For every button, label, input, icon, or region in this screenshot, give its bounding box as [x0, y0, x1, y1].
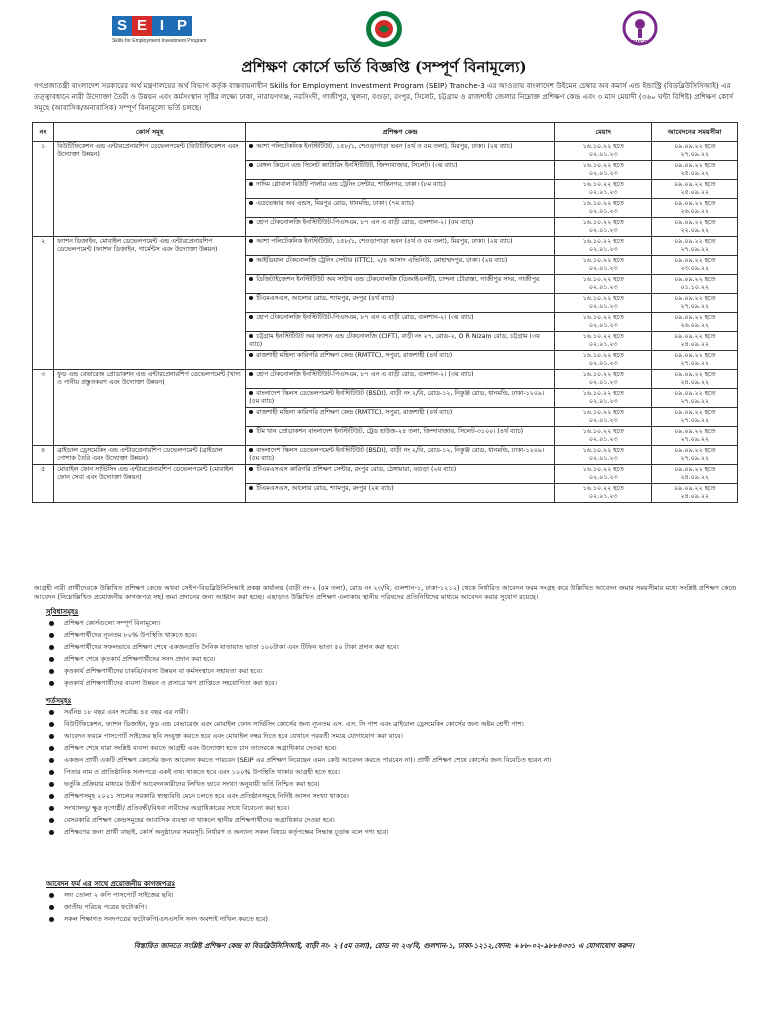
bullet-icon [249, 182, 253, 186]
duration-line: ১৬.১০.২২ হতে [582, 276, 624, 283]
deadline-line: ০৯.০৯.২২ হতে [674, 352, 716, 359]
deadline-line: ০৯.০৯.২২ হতে [674, 181, 716, 188]
deadline-line: ২২.০৯.২২ [680, 227, 710, 234]
condition-item [46, 780, 736, 792]
bullet-icon [249, 486, 253, 490]
condition-item [46, 792, 736, 804]
table-row [33, 142, 738, 161]
institute-cell [246, 332, 555, 351]
document-item-text: সদ্য তোলা ২ কপি পাসপোর্ট সাইজের ছবি। [64, 891, 174, 899]
benefit-item-text: কৃতকার্য প্রশিক্ষণার্থীদের ব্যবসা উন্নয়ন ও প্রসারে ঋণ প্রাপ্তিতে সহযোগিতা করা হবে। [64, 679, 277, 687]
condition-item-text: প্রশিক্ষণসমূহ ২০২১ সালের সরকারি স্বাস্থ্যবিধি মেনে চলতে হবে এবং প্রতিষ্ঠানসমূহে নির্দিষ্ট আসন সংখ্যা থাকবে। [64, 792, 349, 800]
duration-line: ০২.০১.২৩ [588, 170, 618, 177]
duration-line: ০২.০১.২৩ [588, 265, 618, 272]
bullet-icon [49, 722, 54, 727]
condition-item [46, 720, 736, 732]
condition-item-text: বেসরকারি প্রশিক্ষণ কেন্দ্রসমূহের আবাসিক ব্যবস্থা না থাকলে স্থানীয় প্রশিক্ষণার্থীদের অগ্রাধিকার দেওয়া হবে। [64, 816, 335, 824]
application-note: আগ্রহী নারী প্রার্থীদেরকে উল্লিখিত প্রশিক্ষণ কেন্দ্রে অথবা সেইপ-বিডব্লিউসিসিআই প্রকল্প কার্যালয় (বাড়ী নং-২ (৫ম তলা), রোড নং ২৩/বি, গুলশান-১, ঢাকা-১২১২) থেকে নির্ধারিত আবেদন ফরম সংগ্রহ করে উল্লিখিত আবেদন জমার সময়সীমার মধ্যে সংশ্লিষ্ট প্রশিক্ষণ কেন্দ্রে আবেদন (নিম্নোল্লিখিত প্রয়োজনীয় কাগজপত্র সহ) জমা প্রদানের জন্য আহ্বান করা হচ্ছে। এছাড়াও উল্লিখিত প্রশিক্ষণ এলাকায় স্থানীয় পরিষদের প্রতিনিধিদের মাধ্যমে আবেদন করার সুযোগ রয়েছে। [34, 584, 737, 601]
deadline-line: ০৯.০৯.২২ হতে [674, 371, 716, 378]
duration-line: ১৬.১০.২২ হতে [582, 162, 624, 169]
table-row [33, 446, 738, 465]
row-serial: ৫ [33, 465, 54, 503]
condition-item-text: একজন প্রার্থী একটি প্রশিক্ষণ কোর্সের জন্য আবেদন করতে পারবেন (SEIP এর প্রশিক্ষণ নিয়েছেন এমন কেউ আবেদন করতে পারবেন না)। প্রার্থী প্রশিক্ষণ শেষে কোর্সের জন্য বিবেচিত হবেন না। [64, 756, 552, 764]
duration-line: ১৬.১০.২২ হতে [582, 257, 624, 264]
deadline-cell [652, 389, 738, 408]
duration-cell [554, 484, 652, 503]
course-name: ব্রাইডাল ড্রেসমেকিং এন্ড এন্টারপ্রেনারশিপ ডেভেলপমেন্ট (ব্রাইডাল পোশাক তৈরি এবং উদ্যোক্তা উন্নয়ন) [54, 446, 246, 465]
duration-line: ০২.০১.২৩ [588, 284, 618, 291]
deadline-cell [652, 256, 738, 275]
institute-cell [246, 465, 555, 484]
institute-name: চট্টগ্রাম ইনস্টিটিউট অব ফ্যাশন এন্ড টেকনোলজি (CIFT), বাড়ী নং ২৭, রোড-২, O R Nizam রোড, চট্টগ্রাম (৩য় ব্যাচ) [249, 333, 540, 348]
condition-item [46, 732, 736, 744]
condition-item [46, 744, 736, 756]
benefit-item-text: কৃতকার্য প্রশিক্ষণার্থীদের চাকরি/ব্যবসা উন্নয়ন বা কর্মসংস্থানে সহায়তা করা হবে। [64, 667, 263, 675]
benefit-item [46, 667, 736, 679]
document-item-text: জাতীয় পরিচয় পত্রের ফটোকপি। [64, 903, 147, 911]
deadline-cell [652, 218, 738, 237]
course-name: ফুড এন্ড বেভারেজ প্রোডাকশন এন্ড এন্টারপ্রেনারশিপ ডেভেলপমেন্ট (খাদ্য ও পানীয় প্রস্তুতকরণ এবং উদ্যোক্তা উন্নয়ন) [54, 370, 246, 446]
duration-cell [554, 332, 652, 351]
duration-line: ১৬.১০.২২ হতে [582, 143, 624, 150]
duration-line: ০২.০১.২৩ [588, 379, 618, 386]
row-serial: ৩ [33, 370, 54, 446]
header-course: কোর্স সমূহ [54, 123, 246, 142]
duration-cell [554, 313, 652, 332]
duration-cell [554, 370, 652, 389]
duration-line: ১৬.১০.২২ হতে [582, 219, 624, 226]
deadline-line: ০৯.০৯.২২ হতে [674, 447, 716, 454]
bullet-icon [49, 830, 54, 835]
deadline-line: ২৭.০৯.২২ [680, 436, 710, 443]
deadline-line: ০৯.০৯.২২ হতে [674, 295, 716, 302]
bullet-icon [49, 818, 54, 823]
condition-item-text: সর্বনিম্ন ১৮ বছর এবং সর্বোচ্চ ৪৫ বছর এর নারী। [64, 708, 188, 716]
institute-cell [246, 218, 555, 237]
bwcci-logo [622, 10, 658, 52]
deadline-line: ২৬.০৯.২২ [680, 208, 710, 215]
duration-line: ১৬.১০.২২ হতে [582, 352, 624, 359]
deadline-cell [652, 351, 738, 370]
condition-item-text: সংখ্যালঘু/ ক্ষুদ্র নৃগোষ্ঠী/ প্রতিবন্ধী/বিধবা নারীদের অগ্রাধিকারের সাথে বিবেচনা করা হবে। [64, 804, 290, 812]
seip-logo-letter: P [172, 16, 192, 36]
institute-cell [246, 427, 555, 446]
duration-line: ১৬.১০.২২ হতে [582, 314, 624, 321]
institute-name: আশা পলিটেকনিক ইনস্টিটিউট, ১৫৮/১, শেওড়াপাড়া ভবন (৪র্থ ও ৫ম তলা), মিরপুর, ঢাকা। (২য় ব্যাচ) [256, 238, 513, 245]
institute-cell [246, 484, 555, 503]
duration-line: ০২.০১.২৩ [588, 208, 618, 215]
deadline-cell [652, 465, 738, 484]
duration-cell [554, 199, 652, 218]
duration-line: ১৬.১০.২২ হতে [582, 447, 624, 454]
bullet-icon [249, 410, 253, 414]
bullet-icon [49, 633, 54, 638]
institute-name: দাদিম গ্লোবাল বিউটি পার্লার এন্ড ট্রেনিং সেন্টার, শান্তিনগর, ঢাকা। (৮ম ব্যাচ) [256, 181, 446, 188]
bullet-icon [249, 467, 253, 471]
intro-paragraph: গণপ্রজাতন্ত্রী বাংলাদেশ সরকারের অর্থ মন্ত্রণালয়ের অর্থ বিভাগ কর্তৃক বাস্তবায়নাধীন Skills for Employment Investment Program (SEIP) Tranche-3 এর আওতায় বাংলাদেশ উইমেন চেম্বার অব কমার্স এন্ড ইন্ডাস্ট্রি (বিডব্লিউসিসিআই) এর তত্ত্বাবধানে নারী উদ্যোক্তা তৈরী ও উন্নয়ন এবং কর্মসংস্থান সৃষ্টির লক্ষ্যে ঢাকা, নারায়ণগঞ্জ, নরসিংদী, গাজীপুর, খুলনা, বগুড়া, রংপুর, সিলেট, চট্টগ্রাম ও রাজশাহী জেলার নিম্নোক্ত প্রশিক্ষণ কেন্দ্র এবং ৩ মাস মেয়াদী (৩৬০ ঘন্টা বিশিষ্ট) প্রশিক্ষণ কোর্স সমূহে (আবাসিক/অনাবাসিক) সম্পূর্ণ বিনামূল্যে ভর্তি চলছে। [34, 81, 734, 112]
deadline-cell [652, 427, 738, 446]
duration-cell [554, 446, 652, 465]
bullet-icon [49, 657, 54, 662]
institute-name: বাংলাদেশ স্কিলস ডেভেলপমেন্ট ইনস্টিটিউট (BSDI), বাড়ী নং ২/বি, রোড-১২, নিকুঞ্জ রোড, ধানমন্ডি, ঢাকা-১২০৯। (৫ম ব্যাচ) [249, 447, 545, 462]
institute-cell [246, 389, 555, 408]
institute-cell [246, 142, 555, 161]
documents-heading: আবেদন ফর্ম এর সাথে প্রয়োজনীয় কাগজপত্রঃ [46, 880, 176, 888]
duration-line: ১৬.১০.২২ হতে [582, 390, 624, 397]
institute-cell [246, 313, 555, 332]
institute-cell [246, 370, 555, 389]
condition-item-text: প্রশিক্ষণের জন্য প্রার্থী বাছাই, কোর্স অনুষ্ঠানের সময়সূচি নির্ধারণ ও অন্যান্য সকল বিষয়ে কর্তৃপক্ষের সিদ্ধান্ত চূড়ান্ত বলে গণ্য হবে। [64, 828, 389, 836]
course-name: ফ্যাশন ডিজাইন, মোবাইল ডেভেলপমেন্ট এন্ড এন্টারপ্রেনারশিপ ডেভেলপমেন্ট (ফ্যাশন ডিজাইন, গার্মেন্টস এবং উদ্যোক্তা উন্নয়ন) [54, 237, 246, 370]
bullet-icon [249, 429, 253, 433]
duration-cell [554, 465, 652, 484]
seip-logo-letter: E [132, 16, 152, 36]
bullet-icon [49, 746, 54, 751]
institute-name: টিএমএসএস কারিগরি প্রশিক্ষণ সেন্টার, রংপুর রোড, ঠেঙ্গামারা, বগুড়া (২য় ব্যাচ) [256, 466, 457, 473]
deadline-cell [652, 142, 738, 161]
benefit-item [46, 655, 736, 667]
duration-cell [554, 161, 652, 180]
document-item [46, 903, 736, 915]
document-item [46, 891, 736, 903]
deadline-line: ০৯.০৯.২২ হতে [674, 238, 716, 245]
condition-item-text: বিউটিফিকেশন, ফ্যাশন ডিজাইন, ফুড এন্ড বেভারেজ এবং মোবাইল ফোন সার্ভিসিং কোর্সের জন্য ন্যূনতম এস. এস. সি পাশ এবং ব্রাইডাল ড্রেসমেকিং কোর্সের জন্য অষ্টম শ্রেণী পাশ। [64, 720, 524, 728]
duration-line: ০২.০১.২৩ [588, 360, 618, 367]
condition-item [46, 816, 736, 828]
duration-line: ০২.০১.২৩ [588, 189, 618, 196]
bullet-icon [49, 770, 54, 775]
deadline-cell [652, 408, 738, 427]
benefit-item-text: প্রশিক্ষণ শেষে কৃতকার্য প্রশিক্ষণার্থীদের সনদ প্রদান করা হবে। [64, 655, 216, 663]
deadline-cell [652, 294, 738, 313]
duration-line: ০২.০১.২৩ [588, 398, 618, 405]
duration-line: ০২.০১.২৩ [588, 341, 618, 348]
course-table [32, 122, 738, 503]
duration-line: ০২.০১.২৩ [588, 493, 618, 500]
institute-name: রাজশাহী মহিলা কারিগরি প্রশিক্ষণ কেন্দ্র (RMTTC), সপুরা, রাজশাহী (৪র্থ ব্যাচ) [256, 409, 453, 416]
bullet-icon [249, 372, 253, 376]
duration-line: ১৬.১০.২২ হতে [582, 295, 624, 302]
deadline-line: ২৭.০৯.২২ [680, 151, 710, 158]
deadline-line: ২৭.০৯.২২ [680, 455, 710, 462]
duration-line: ১৬.১০.২২ হতে [582, 466, 624, 473]
duration-line: ০২.০১.২৩ [588, 474, 618, 481]
institute-cell [246, 180, 555, 199]
table-row [33, 237, 738, 256]
deadline-line: ০৯.০৯.২২ হতে [674, 162, 716, 169]
deadline-cell [652, 161, 738, 180]
table-row [33, 465, 738, 484]
deadline-line: ২৪.০৯.২২ [680, 493, 710, 500]
institute-cell [246, 294, 555, 313]
seip-logo [112, 16, 207, 50]
bullet-icon [49, 681, 54, 686]
bullet-icon [49, 758, 54, 763]
bullet-icon [249, 201, 253, 205]
bullet-icon [249, 391, 253, 395]
bullet-icon [249, 258, 253, 262]
bullet-icon [249, 277, 253, 281]
institute-name: টিম খান প্রোডাকশন বাংলাদেশ ইনস্টিটিউট, ট্রেড হাউজ-২৪ তলা, জিন্দাবাজার, সিলেট-৩১০০। (৪র্থ ব্যাচ) [256, 428, 524, 435]
duration-cell [554, 408, 652, 427]
institute-name: আইডিয়াল টেকনোলজি ট্রেনিং সেন্টার (ITTC), ২/৪ আসাদ এভিনিউ, মোহাম্মদপুর, ঢাকা। (২য় ব্যাচ) [256, 257, 508, 264]
bullet-icon [49, 794, 54, 799]
benefit-item [46, 643, 736, 655]
duration-line: ১৬.১০.২২ হতে [582, 409, 624, 416]
bullet-icon [249, 296, 253, 300]
duration-cell [554, 351, 652, 370]
row-serial: ২ [33, 237, 54, 370]
duration-line: ০২.০১.২৩ [588, 322, 618, 329]
bullet-icon [249, 315, 253, 319]
benefit-item [46, 631, 736, 643]
bullet-icon [249, 239, 253, 243]
institute-cell [246, 446, 555, 465]
table-row [33, 370, 738, 389]
institute-cell [246, 199, 555, 218]
document-item [46, 915, 736, 927]
benefits-list [46, 619, 736, 691]
conditions-list [46, 708, 736, 840]
institute-name: আশা পলিটেকনিক ইনস্টিটিউট, ১৫৮/১, শেওড়াপাড়া ভবন (৪র্থ ও ৫ম তলা), মিরপুর, ঢাকা। (২য় ব্যাচ) [256, 143, 513, 150]
deadline-line: ০৯.০৯.২২ হতে [674, 428, 716, 435]
institute-name: ডিজিটাইজেশন ইনস্টিটিউট অব সাউথ এন্ড টেকনোলজি (ডিআইএসটি), চান্দনা চৌরাস্তা, গাজীপুর সদর, গাজীপুর [256, 276, 540, 283]
deadline-cell [652, 313, 738, 332]
duration-cell [554, 389, 652, 408]
condition-item-text: প্রশিক্ষণ শেষে যারা সংশ্লিষ্ট ব্যবসা করতে আগ্রহী এবং উদ্যোক্তা হতে চান তাদেরকে অগ্রাধিকার দেওয়া হবে। [64, 744, 337, 752]
deadline-line: ০৯.০৯.২২ হতে [674, 466, 716, 473]
duration-line: ১৬.১০.২২ হতে [582, 485, 624, 492]
deadline-line: ০৯.০৯.২২ হতে [674, 390, 716, 397]
bullet-icon [49, 710, 54, 715]
institute-cell [246, 256, 555, 275]
duration-cell [554, 180, 652, 199]
deadline-cell [652, 237, 738, 256]
duration-line: ০২.০১.২৩ [588, 417, 618, 424]
bullet-icon [249, 163, 253, 167]
course-name: মোবাইল ফোন সার্ভিসিং এন্ড এন্টারপ্রেনারশিপ ডেভেলপমেন্ট (মোবাইল ফোন সেবা এবং উদ্যোক্তা উন্নয়ন) [54, 465, 246, 503]
deadline-line: ২৭.০৯.২২ [680, 303, 710, 310]
deadline-line: ২৭.০৯.২২ [680, 398, 710, 405]
seip-logo-letter: S [112, 16, 132, 36]
bullet-icon [249, 334, 253, 338]
government-seal-logo [365, 10, 403, 48]
contact-footer: বিস্তারিত জানতে সংশ্লিষ্ট প্রশিক্ষণ কেন্দ্র বা বিডব্লিউসিসিআই, বাড়ী নং- ২ (৫ম তলা), রোড নং ২৩/বি, গুলশান-১, ঢাকা-১২১২,ফোন: +৮৮-০২-৯৮৮৪৩৩১ এ যোগাযোগ করুন। [133, 942, 635, 950]
deadline-line: ০৯.০৯.২২ হতে [674, 276, 716, 283]
duration-line: ১৬.১০.২২ হতে [582, 238, 624, 245]
row-serial: ১ [33, 142, 54, 237]
duration-cell [554, 142, 652, 161]
notice-title: প্রশিক্ষণ কোর্সে ভর্তি বিজ্ঞপ্তি (সম্পূর্ণ বিনামূল্যে) [241, 58, 527, 76]
deadline-cell [652, 180, 738, 199]
institute-cell [246, 351, 555, 370]
row-serial: ৪ [33, 446, 54, 465]
course-name: বিউটিফিকেশন এন্ড এন্টারপ্রেনারশিপ ডেভেলপমেন্ট (বিউটিফিকেশন এবং উদ্যোক্তা উন্নয়ন) [54, 142, 246, 237]
bullet-icon [249, 448, 253, 452]
bullet-icon [49, 782, 54, 787]
bullet-icon [49, 669, 54, 674]
bullet-icon [249, 220, 253, 224]
institute-name: হোপ টেকনোলজি ইনস্টিটিউট-পিএসএম, ৮৭ এন এ বাড়ী রোড, গুলশান-২। (৫ম ব্যাচ) [256, 219, 474, 226]
deadline-line: ০৯.০৯.২২ হতে [674, 485, 716, 492]
institute-name: বেঙ্গল কিচেন এন্ড সিলেট ক্যাটারিং ইনস্টিটিউট, জিন্দাবাজার, সিলেট। (৩য় ব্যাচ) [256, 162, 458, 169]
duration-cell [554, 218, 652, 237]
deadline-cell [652, 446, 738, 465]
deadline-line: ২৭.০৯.২২ [680, 360, 710, 367]
deadline-line: ০৯.০৯.২২ হতে [674, 409, 716, 416]
bullet-icon [49, 734, 54, 739]
benefit-item [46, 679, 736, 691]
institute-cell [246, 237, 555, 256]
duration-cell [554, 256, 652, 275]
duration-line: ০২.০১.২৩ [588, 151, 618, 158]
bullet-icon [49, 893, 54, 898]
deadline-line: ২৪.০৯.২২ [680, 341, 710, 348]
duration-line: ১৬.১০.২২ হতে [582, 333, 624, 340]
header-deadline: আবেদনের সময়সীমা [652, 123, 738, 142]
bullet-icon [249, 144, 253, 148]
bullet-icon [49, 917, 54, 922]
institute-cell [246, 275, 555, 294]
institute-name: হোপ টেকনোলজি ইনস্টিটিউট-পিএসএম, ৮৭ এন এ বাড়ী রোড, গুলশান-২। (৩য় ব্যাচ) [256, 371, 474, 378]
benefit-item-text: প্রশিক্ষণ কোর্সগুলো সম্পূর্ণ বিনামূল্যে। [64, 619, 161, 627]
deadline-line: ২৬.০৯.২২ [680, 322, 710, 329]
deadline-cell [652, 199, 738, 218]
duration-line: ০২.০১.২৩ [588, 455, 618, 462]
deadline-line: ২৪.০৯.২২ [680, 474, 710, 481]
benefit-item [46, 619, 736, 631]
seip-logo-letter: I [152, 16, 172, 36]
deadline-line: ২৫.০৯.২২ [680, 170, 710, 177]
condition-item [46, 768, 736, 780]
duration-line: ০২.০১.২৩ [588, 303, 618, 310]
bullet-icon [49, 621, 54, 626]
duration-line: ১৬.১০.২২ হতে [582, 371, 624, 378]
deadline-line: ০৯.০৯.২২ হতে [674, 257, 716, 264]
table-header-row [33, 123, 738, 142]
bullet-icon [49, 905, 54, 910]
deadline-line: ০৯.০৯.২২ হতে [674, 200, 716, 207]
condition-item-text: পিতার নাম ও প্রাতিষ্ঠানিক সনদপত্রে একই তথ্য থাকতে হবে এবং ১০০% উপস্থিতি থাকার আগ্রহী হতে হবে। [64, 768, 340, 776]
condition-item-text: ভর্তুকি প্রক্রিয়ার মাধ্যমে উত্তীর্ণ আবেদনকারীদের লিখিত ভাবে সংখ্যা অনুযায়ী ভর্তি নিশ্চিত করা হবে। [64, 780, 320, 788]
deadline-line: ২৫.০৯.২২ [680, 189, 710, 196]
benefits-heading: সুবিধাসমূহঃ [46, 608, 79, 616]
condition-item [46, 756, 736, 768]
bullet-icon [249, 353, 253, 357]
deadline-line: ২৭.০৯.২২ [680, 246, 710, 253]
institute-cell [246, 408, 555, 427]
bullet-icon [49, 645, 54, 650]
duration-line: ০২.০১.২৩ [588, 227, 618, 234]
deadline-cell [652, 332, 738, 351]
institute-name: এডভেঞ্চার অব এন্ডস, মিরপুর রোড, ধানমন্ডি, ঢাকা। (৭ম ব্যাচ) [256, 200, 414, 207]
header-institute: প্রশিক্ষণ কেন্দ্র [246, 123, 555, 142]
conditions-heading: শর্তসমূহঃ [46, 697, 72, 705]
bullet-icon [49, 806, 54, 811]
duration-line: ০২.০১.২৩ [588, 246, 618, 253]
deadline-line: ০৯.০৯.২২ হতে [674, 333, 716, 340]
deadline-cell [652, 370, 738, 389]
benefit-item-text: প্রশিক্ষণার্থীদের ন্যূনতম ৮০% উপস্থিতি থাকতে হবে। [64, 631, 197, 639]
institute-name: টিএমএসএস, আলোর রোড, শ্যামপুর, রংপুর (৪র্থ ব্যাচ) [256, 295, 395, 302]
header-duration: মেয়াদ [554, 123, 652, 142]
bwcci-logo-text: BWCCI [631, 40, 649, 46]
institute-name: টিএমএসএস, আলোর রোড, শ্যামপুর, রংপুর (২য় ব্যাচ) [256, 485, 394, 492]
duration-cell [554, 275, 652, 294]
duration-cell [554, 294, 652, 313]
condition-item [46, 708, 736, 720]
course-table-body [33, 142, 738, 503]
duration-line: ০২.০১.২৩ [588, 436, 618, 443]
condition-item-text: আবেদন ফরমে পাসপোর্ট সাইজের ছবি সংযুক্ত করতে হবে এবং মোবাইল নম্বর দিতে হবে যেখানে পরবর্তী সময়ে যোগাযোগ করা যাবে। [64, 732, 404, 740]
deadline-line: ০৯.০৯.২২ হতে [674, 219, 716, 226]
deadline-line: ২৪.০৯.২২ [680, 379, 710, 386]
document-item-text: সকল শিক্ষাগত সনদপত্রের ফটোকপি(এসএসসি সনদ অবশ্যই দাখিল করতে হবে) [64, 915, 268, 923]
institute-name: হোপ টেকনোলজি ইনস্টিটিউট-পিএসএম, ৮৭ এন এ বাড়ী রোড, গুলশান-২। (৩য় ব্যাচ) [256, 314, 474, 321]
header-serial: নং [33, 123, 54, 142]
duration-cell [554, 237, 652, 256]
documents-list [46, 891, 736, 927]
seip-logo-subtitle: Skills for Employment Investment Program [112, 38, 207, 44]
condition-item [46, 828, 736, 840]
deadline-line: ২৭.০৯.২২ [680, 417, 710, 424]
deadline-line: ০৯.০৯.২২ হতে [674, 143, 716, 150]
benefit-item-text: প্রশিক্ষণার্থীদের সফলভাবে প্রশিক্ষণ শেষে একজনপ্রতি দৈনিক যাতায়াত ভাতা ১০০টাকা এবং টিফিন ভাতা ৫০ টাকা প্রদান করা হবে। [64, 643, 399, 651]
deadline-line: ২৩.০৯.২২ [680, 265, 710, 272]
institute-name: রাজশাহী মহিলা কারিগরি প্রশিক্ষণ কেন্দ্র (RMTTC), সপুরা, রাজশাহী (৪র্থ ব্যাচ) [256, 352, 453, 359]
condition-item [46, 804, 736, 816]
duration-line: ১৬.১০.২২ হতে [582, 200, 624, 207]
deadline-line: ০১.১০.২২ [680, 284, 710, 291]
duration-line: ১৬.১০.২২ হতে [582, 428, 624, 435]
deadline-cell [652, 275, 738, 294]
duration-cell [554, 427, 652, 446]
institute-name: বাংলাদেশ স্কিলস ডেভেলপমেন্ট ইনস্টিটিউট (BSDI), বাড়ী নং ২/বি, রোড-১২, নিকুঞ্জ রোড, ধানমন্ডি, ঢাকা-১২০৯। (৫ম ব্যাচ) [249, 390, 545, 405]
duration-line: ১৬.১০.২২ হতে [582, 181, 624, 188]
deadline-cell [652, 484, 738, 503]
institute-cell [246, 161, 555, 180]
deadline-line: ০৯.০৯.২২ হতে [674, 314, 716, 321]
